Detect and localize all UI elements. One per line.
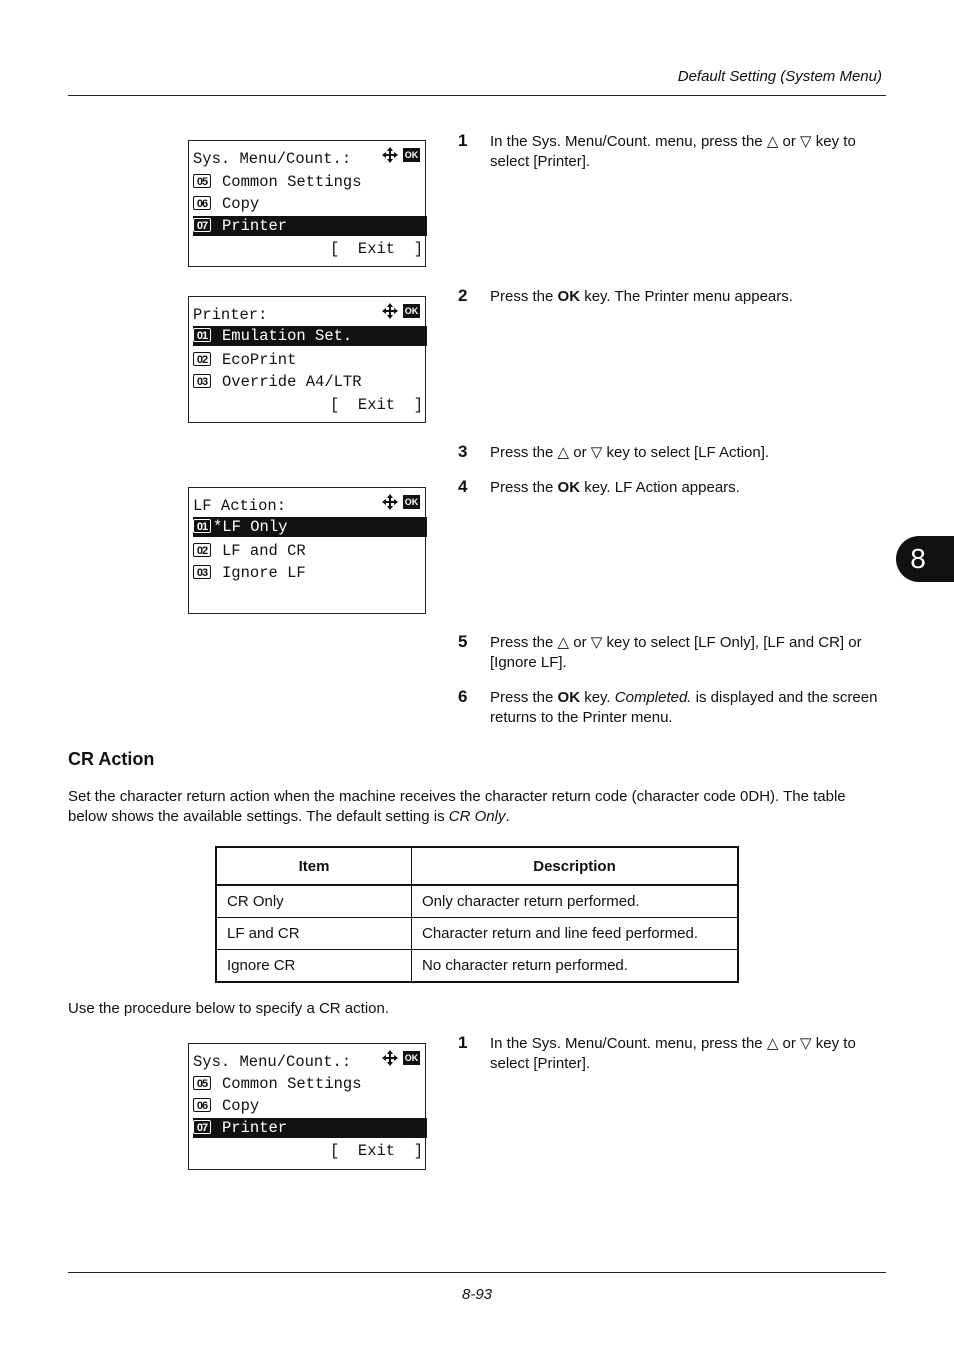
- lcd-nav-icons: [381, 147, 420, 163]
- cross-arrows-icon: [381, 147, 399, 163]
- table-row: [216, 918, 738, 950]
- lcd-panel-sys-menu: [188, 140, 426, 267]
- step-text: Press the △ or ▽ key to select [LF Only], [LF and CR] or [Ignore LF].: [490, 634, 862, 671]
- down-triangle-icon: ▽: [800, 133, 812, 150]
- table-header-row: [216, 847, 738, 885]
- lcd-row-selected: 07 Printer: [193, 1118, 427, 1138]
- up-triangle-icon: △: [766, 133, 779, 150]
- settings-table: [215, 846, 739, 983]
- column-header: Description: [412, 847, 739, 885]
- table-cell-item: CR Only: [216, 885, 412, 918]
- ok-key-icon: OK: [404, 497, 419, 507]
- footer-rule: [68, 1272, 886, 1273]
- step-number: 2: [458, 286, 468, 305]
- down-triangle-icon: ▽: [590, 634, 603, 651]
- lcd-nav-icons: [381, 494, 420, 510]
- step-number: 3: [458, 442, 468, 461]
- step-number: 1: [458, 131, 468, 150]
- section-intro: Set the character return action when the machine receives the character return code (character code 0DH). The table below shows the available settings. The default setting is CR Only.: [68, 788, 846, 825]
- step-text: In the Sys. Menu/Count. menu, press the △ or ▽ key to select [Printer].: [490, 1035, 856, 1072]
- table-cell-description: Only character return performed.: [412, 885, 739, 918]
- ok-key-icon: OK: [404, 1053, 419, 1063]
- lcd-row-selected: 07 Printer: [193, 216, 427, 236]
- cross-arrows-icon: [381, 494, 399, 510]
- cross-arrows-icon: [381, 1050, 399, 1066]
- lcd-row: 06 Copy: [193, 1096, 423, 1116]
- step-number: 6: [458, 687, 468, 706]
- lcd-row: 06 Copy: [193, 194, 423, 214]
- step-number: 1: [458, 1033, 468, 1052]
- lcd-nav-icons: [381, 303, 420, 319]
- lcd-row-selected: 01 *LF Only: [193, 517, 427, 537]
- step-text: Press the OK key. The Printer menu appears.: [490, 288, 793, 305]
- lcd-row-selected: 01 Emulation Set.: [193, 326, 427, 346]
- up-triangle-icon: △: [766, 1035, 779, 1052]
- ok-key-icon: OK: [404, 306, 419, 316]
- lcd-exit-softkey: [ Exit ]: [329, 396, 423, 414]
- header-rule: [68, 95, 886, 96]
- table-cell-description: No character return performed.: [412, 950, 739, 983]
- table-row: [216, 950, 738, 983]
- lcd-panel-printer: [188, 296, 426, 423]
- up-triangle-icon: △: [557, 634, 570, 651]
- procedure-intro: Use the procedure below to specify a CR action.: [68, 1000, 389, 1017]
- running-header: Default Setting (System Menu): [677, 68, 882, 85]
- section-heading: CR Action: [68, 749, 155, 769]
- lcd-row: 02 LF and CR: [193, 541, 423, 561]
- down-triangle-icon: ▽: [590, 444, 603, 461]
- lcd-row: 02 EcoPrint: [193, 350, 423, 370]
- lcd-title: LF Action:: [193, 497, 287, 515]
- lcd-title: Sys. Menu/Count.:: [193, 1053, 352, 1071]
- step-text: Press the OK key. LF Action appears.: [490, 479, 740, 496]
- step-text: Press the OK key. Completed. is displayed and the screen returns to the Printer menu.: [490, 689, 878, 726]
- up-triangle-icon: △: [557, 444, 570, 461]
- chapter-tab: 8: [896, 536, 954, 582]
- table-cell-item: Ignore CR: [216, 950, 412, 983]
- down-triangle-icon: ▽: [800, 1035, 812, 1052]
- lcd-exit-softkey: [ Exit ]: [329, 1142, 423, 1160]
- ok-key-icon: OK: [404, 150, 419, 160]
- lcd-panel-lf-action: [188, 487, 426, 614]
- table-cell-description: Character return and line feed performed.: [412, 918, 739, 950]
- page-number: 8-93: [461, 1286, 493, 1303]
- table-row: [216, 885, 738, 918]
- step-text: In the Sys. Menu/Count. menu, press the △ or ▽ key to select [Printer].: [490, 133, 856, 170]
- step-text: Press the △ or ▽ key to select [LF Action].: [490, 444, 770, 461]
- lcd-nav-icons: [381, 1050, 420, 1066]
- lcd-title: Printer:: [193, 306, 268, 324]
- table-cell-item: LF and CR: [216, 918, 412, 950]
- lcd-title: Sys. Menu/Count.:: [193, 150, 352, 168]
- step-number: 5: [458, 632, 468, 651]
- column-header: Item: [216, 847, 412, 885]
- lcd-row: 05 Common Settings: [193, 172, 423, 192]
- lcd-exit-softkey: [ Exit ]: [329, 240, 423, 258]
- cross-arrows-icon: [381, 303, 399, 319]
- step-number: 4: [458, 477, 468, 496]
- lcd-panel-sys-menu: [188, 1043, 426, 1170]
- lcd-row: 05 Common Settings: [193, 1074, 423, 1094]
- lcd-row: 03 Ignore LF: [193, 563, 423, 583]
- lcd-row: 03 Override A4/LTR: [193, 372, 423, 392]
